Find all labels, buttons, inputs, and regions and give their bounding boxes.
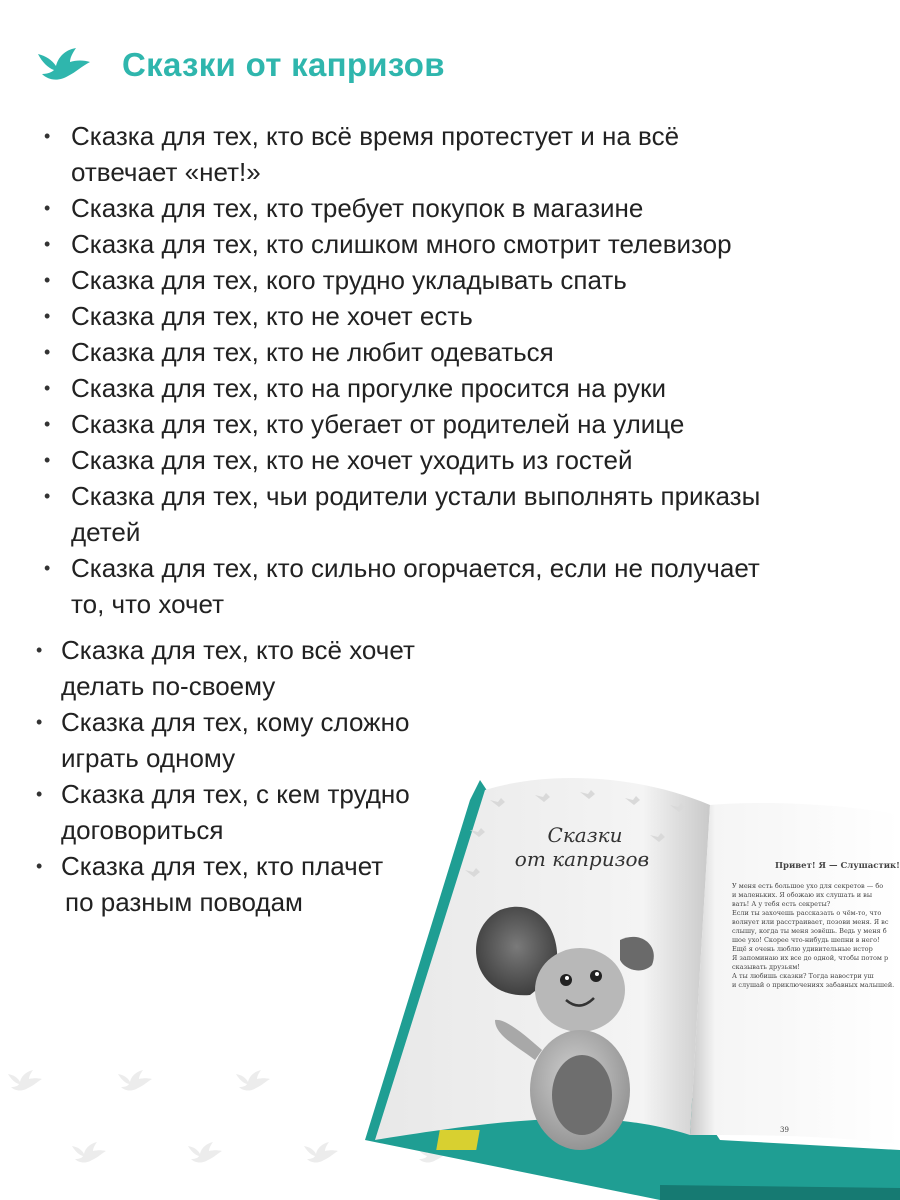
list-item: • Сказка для тех, кто не любит одеваться (0, 334, 760, 370)
list-item: • Сказка для тех, кого трудно укладывать спать (0, 262, 760, 298)
svg-text:вать! А у тебя есть секреты?: вать! А у тебя есть секреты? (732, 900, 831, 908)
list-item: • Сказка для тех, с кем трудно договориться (0, 776, 415, 848)
list-item: • Сказка для тех, кто сильно огорчается, если не получает то, что хочет (0, 550, 760, 622)
bird-icon (118, 1070, 152, 1091)
bird-icon (72, 1142, 106, 1163)
list-item: • Сказка для тех, кто не хочет есть (0, 298, 760, 334)
list-item: • Сказка для тех, кто плачет по разным поводам (0, 848, 415, 920)
svg-text:У меня есть большое ухо для се: У меня есть большое ухо для секретов — бо (732, 882, 884, 890)
svg-text:сказывать друзьям!: сказывать друзьям! (732, 963, 800, 971)
svg-text:и маленьких. Я обожаю их слуша: и маленьких. Я обожаю их слушать и вы (732, 891, 873, 899)
left-page-title-line: Сказки (547, 823, 623, 847)
list-item: • Сказка для тех, кто всё хочет делать по-своему (0, 632, 415, 704)
svg-text:и слушай о приключениях забавн: и слушай о приключениях забавных малышей. (732, 981, 895, 989)
bird-icon (236, 1070, 270, 1091)
list-item: • Сказка для тех, кто убегает от родителей на улице (0, 406, 760, 442)
svg-text:Я запоминаю их все до одной, ч: Я запоминаю их все до одной, чтобы потом р (732, 954, 889, 962)
svg-text:слышу, когда ты меня зовёшь. В: слышу, когда ты меня зовёшь. Ведь у меня б (732, 927, 887, 935)
svg-text:А ты любишь сказки? Тогда наво: А ты любишь сказки? Тогда навостри уш (732, 972, 874, 980)
bookmark (436, 1130, 480, 1150)
list-item: • Сказка для тех, кому сложно играть одному (0, 704, 415, 776)
bird-icon (36, 44, 92, 84)
list-item: • Сказка для тех, кто слишком много смотрит телевизор (0, 226, 760, 262)
page-header (36, 44, 445, 84)
svg-text:Если ты захочешь рассказать о: Если ты захочешь рассказать о чём-то, что (732, 909, 882, 917)
svg-text:шое ухо! Скорее что-нибудь шеп: шое ухо! Скорее что-нибудь шепни в него! (732, 936, 880, 944)
list-item: • Сказка для тех, кто требует покупок в магазине (0, 190, 760, 226)
bird-icon (188, 1142, 222, 1163)
list-item: • Сказка для тех, кто всё время протестует и на всё отвечает «нет!» (0, 118, 760, 190)
page-number: 39 (780, 1126, 789, 1134)
bird-icon (8, 1070, 42, 1091)
list-item: • Сказка для тех, чьи родители устали выполнять приказы детей (0, 478, 760, 550)
list-item: • Сказка для тех, кто не хочет уходить из гостей (0, 442, 760, 478)
book-illustration (330, 760, 900, 1200)
svg-text:Привет! Я — Слушастик!: Привет! Я — Слушастик! (775, 861, 900, 871)
list-item: • Сказка для тех, кто на прогулке просится на руки (0, 370, 760, 406)
left-page-title-line: от капризов (514, 847, 650, 871)
page-title: Сказки от капризов (122, 45, 445, 83)
svg-text:Ещё я очень люблю удивительные: Ещё я очень люблю удивительные истор (732, 945, 873, 953)
svg-text:волнует или расстраивает, позо: волнует или расстраивает, позови меня. Я вс (732, 918, 889, 926)
main-tale-list (0, 118, 760, 622)
